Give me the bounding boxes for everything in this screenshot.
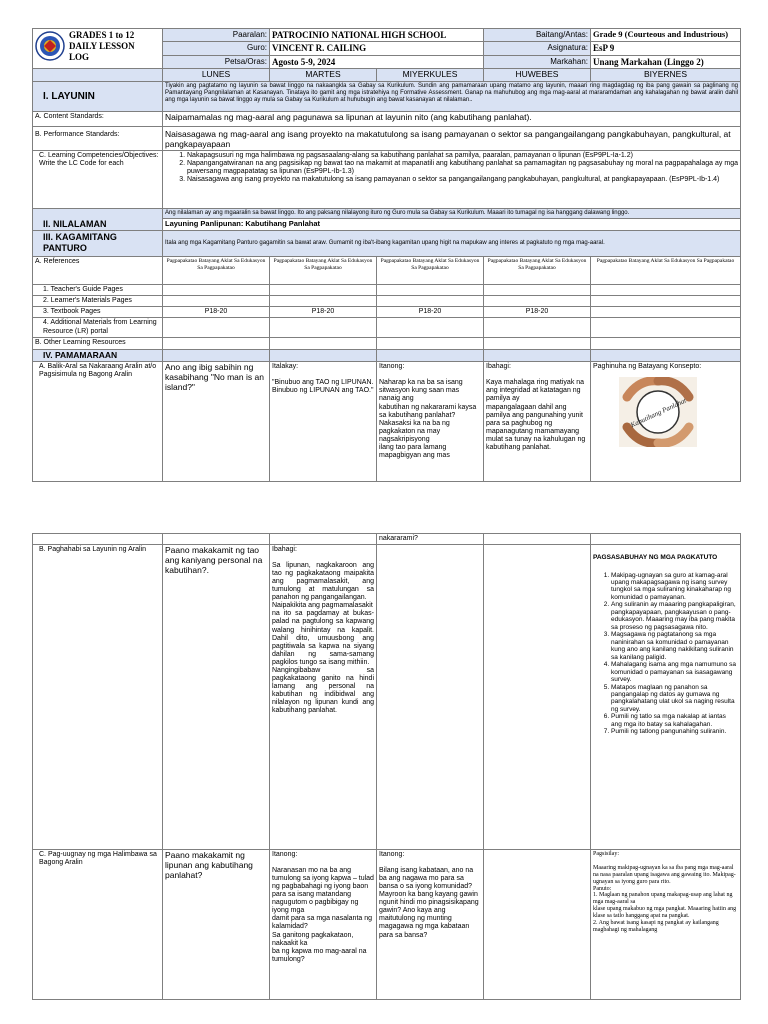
logo-title-cell — [33, 29, 163, 69]
book-reference: Pagpapakatao Batayang Aklat Sa Edukasyon Sa Pagpapakatao — [591, 257, 741, 285]
book-reference: Pagpapakatao Batayang Aklat Sa Edukasyon Sa Pagpapakatao — [270, 257, 377, 285]
grade-value: Grade 9 (Courteous and Industrious) — [591, 29, 741, 42]
paghahabi-lunes: Paano makakamit ng tao ang kaniyang personal na kabutihan?. — [163, 545, 270, 850]
subject-label: Asignatura: — [484, 42, 591, 55]
dll-page-1 — [32, 28, 740, 482]
title-line-3: LOG — [69, 51, 90, 62]
pagsasabuhay-item: 5. Matapos maglaan ng panahon sa pangangalap ng datos ay gumawa ng pangkalahatang ulat ukol sa naging resulta ng survey. — [611, 684, 738, 714]
balik-aral-miyerkules: Itanong: Naharap ka na ba sa isang sitwasyon kung saan mas nanaig ang kabutihan ng nakararami kaysa sa kabutihang panlahat? Nakasaksi ka na ba ng pagkakaton na may nagsakripisyong ilang tao para lamang mapagbigyan ang mas — [377, 362, 484, 482]
competency-item: 3. Naisasagawa ang isang proyekto na makatutulong sa isang pamayanan o sektor sa pangangailangang pangkabuhayan, pangkultural, at pangkapayapaan. (EsP9PL-Ib-1.4) — [187, 176, 738, 184]
title-line-2: DAILY LESSON — [69, 40, 135, 51]
content-standards-label: A. Content Standards: — [33, 111, 163, 126]
textbook-pages-value: P18-20 — [270, 307, 377, 318]
balik-aral-label: A. Balik-Aral sa Nakaraang Aralin at/o Pagsisimula ng Bagong Aralin — [33, 362, 163, 482]
pagsasabuhay-title: PAGSASABUHAY NG MGA PAGKATUTO — [593, 554, 718, 562]
textbook-pages-value: P18-20 — [163, 307, 270, 318]
teacher-label: Guro: — [163, 42, 270, 55]
textbook-pages-value: P18-20 — [484, 307, 591, 318]
school-value: PATROCINIO NATIONAL HIGH SCHOOL — [270, 29, 484, 42]
dll-page-2 — [32, 533, 740, 1000]
dll-table-page-1 — [32, 28, 741, 482]
balik-aral-martes: Italakay: "Binubuo ang TAO ng LIPUNAN. Binubuo ng LIPUNAN ang TAO." — [270, 362, 377, 482]
content-standards-text: Naipamamalas ng mag-aaral ang pagunawa sa lipunan at layunin nito (ang kabutihang panlahat). — [163, 111, 741, 126]
performance-standards-text: Naisasagawa ng mag-aaral ang isang proyekto na makatutulong sa isang pamayanan o sektor sa pangangailangang pangkabuhayan, pangkultural, at pangkapayapaan — [163, 126, 741, 151]
dll-table-page-2 — [32, 533, 741, 1000]
kabutihang-panlahat-image — [619, 377, 697, 447]
textbook-pages-value: P18-20 — [377, 307, 484, 318]
kagamitan-heading: III. KAGAMITANG PANTURO — [33, 231, 163, 257]
title-line-1: GRADES 1 to 12 — [69, 30, 135, 40]
pag-uugnay-martes: Itanong: Naranasan mo na ba ang tumulong sa iyong kapwa – tulad ng pagbabahagi ng iyong baon para sa isang matandang nagugutom o pagbibigay ng iyong mga damit para sa mga nasalanta ng kalamidad? Sa ganitong pagkakataon, nakaakit ka ba ng kapwa mo mag-aaral na tumulong? — [270, 850, 377, 1000]
pag-uugnay-biyernes: Pagsisilay: Maaaring makipag-ugnayan ka sa iba pang mga mag-aaral na nasa paaralan upang isagawa ang gawaing ito. Makipag-ugnayan sa iyong guro para rito. Panuto: 1. Maglaan ng panahon upang makapag-usap ang lahat ng mga mag-aaral sa klase upang makabuo ng mga pangkat. Maaaring hatiin ang klase sa tatlo hanggang apat na pangkat. 2. Ang bawat isang kasapi ng pangkat ay kailangang magbahagi ng mahalagang — [591, 850, 741, 1000]
other-resources-label: B. Other Learning Resources — [33, 338, 163, 349]
pag-uugnay-lunes: Paano makakamit ng lipunan ang kabutihang panlahat? — [163, 850, 270, 1000]
nilalaman-note: Ang nilalaman ay ang mgaaralin sa bawat linggo. Ito ang paksang nilalayong ituro ng Guro mula sa Gabay sa Kurikulum. Maaari ito tumagal ng isa hanggang dalawang linggo. — [163, 209, 740, 219]
competencies-cell — [163, 151, 741, 209]
subject-value: EsP 9 — [591, 42, 741, 55]
nilalaman-topic: Layuning Panlipunan: Kabutihang Panlahat — [165, 219, 321, 229]
pagsasabuhay-item: 2. Ang suliranin ay maaaring pangkapaligiran, pangkapayapaan, pangkaayusan o pang-edukasyon. Maaaring may iba pang makita sa proseso ng pagsasagawa nito. — [611, 601, 738, 631]
day-biyernes: BIYERNES — [591, 69, 741, 82]
nilalaman-cell — [163, 209, 741, 231]
quarter-label: Markahan: — [484, 55, 591, 68]
competencies-label: C. Learning Competencies/Objectives: Write the LC Code for each — [33, 151, 163, 209]
layunin-description: Tiyakin ang pagtatamo ng layunin sa bawat linggo na nakaangkla sa Gabay sa Kurikulum. Sundin ang pamamaraan upang matamo ang layunin, maaari ring magdagdag ng iba pang gawain sa paglinang ng Pamantayang Pangnilalaman at Kasanayan. Tinataya ito gamit ang mga istratehiya ng Formative Assessment. Ganap na mahuhubog ang mga mag-aaral at mararamdaman ang kahalagahan ng bawat aralin dahil ang mga layunin sa bawat linggo ay mula sa Gabay sa Kurikulum at huhubugin ang bawat kasanayan at nilalaman.. — [163, 81, 741, 111]
grade-label: Baitang/Antas: — [484, 29, 591, 42]
book-reference: Pagpapakatao Batayang Aklat Sa Edukasyon Sa Pagpapakatao — [163, 257, 270, 285]
balik-aral-biyernes — [591, 362, 741, 482]
nilalaman-heading: II. NILALAMAN — [33, 209, 163, 231]
paghahabi-martes: Ibahagi: Sa lipunan, nagkakaroon ang tao ng pagkakataong maipakita ang pagmamalasakit, ang tumulong at matulungan sa panahon ng pangangailangan. Naipakikita ang pagmamalasakit na ito sa pagdamay at bukas-palad na pagtulong sa kapwang walang hinihintay na kapalit. Dahil dito, umuusbong ang pagtitiwala sa kapwa na siyang dahilan ng sama-samang pagkilos tungo sa isang mithiin. Nangingibabaw sa pagkakataong ganito na hindi lamang ang personal na kabutihan ng indibidwal ang nilalayon ng lipunan kundi ang kabutihang panlahat. — [270, 545, 377, 850]
book-reference: Pagpapakatao Batayang Aklat Sa Edukasyon Sa Pagpapakatao — [377, 257, 484, 285]
teacher-guide-label: 1. Teacher's Guide Pages — [33, 285, 163, 296]
book-reference: Pagpapakatao Batayang Aklat Sa Edukasyon Sa Pagpapakatao — [484, 257, 591, 285]
pagsasabuhay-item: 3. Magsagawa ng pagtatanong sa mga naninirahan sa komunidad o pamayanan kung ano ang kanilang nakikitang suliranin sa kanilang paligid. — [611, 631, 738, 661]
textbook-pages-value — [591, 307, 741, 318]
day-miyerkules: MIYERKULES — [377, 69, 484, 82]
layunin-heading: I. LAYUNIN — [33, 81, 163, 111]
konsepto-label: Paghinuha ng Batayang Konsepto: — [593, 363, 702, 371]
paghahabi-label: B. Paghahabi sa Layunin ng Aralin — [33, 545, 163, 850]
pagsasabuhay-item: 1. Makipag-ugnayan sa guro at kamag-aral upang makapagsagawa ng isang survey tungkol sa mga suliraning kinakaharap ng komunidad o pamayanan. — [611, 572, 738, 602]
day-martes: MARTES — [270, 69, 377, 82]
textbook-pages-label: 3. Textbook Pages — [33, 307, 163, 318]
teacher-value: VINCENT R. CAILING — [270, 42, 484, 55]
balik-aral-huwebes: Ibahagi: Kaya mahalaga ring matiyak na ang integridad at katatagan ng pamilya ay mapangalagaan dahil ang pamilya ang pangunahing yunit para sa paghubog ng mapanagutang mamamayang mulat sa tunay na kahulugan ng kabutihang panlahat. — [484, 362, 591, 482]
date-label: Petsa/Oras: — [163, 55, 270, 68]
pagsasabuhay-item: 6. Pumili ng tatlo sa mga nakalap at iantas ang mga ito batay sa kahalagahan. — [611, 713, 738, 728]
paghahabi-biyernes — [591, 545, 741, 850]
learner-materials-label: 2. Learner's Materials Pages — [33, 296, 163, 307]
pamamaraan-heading: IV. PAMAMARAAN — [33, 349, 163, 362]
image-caption: Kabutihang Panlahat — [629, 396, 688, 430]
performance-standards-label: B. Performance Standards: — [33, 126, 163, 151]
deped-seal-icon — [35, 31, 65, 61]
school-label: Paaralan: — [163, 29, 270, 42]
kagamitan-description: Itala ang mga Kagamitang Panturo gagamitin sa bawat araw. Gumamit ng iba't-ibang kagamitan upang higit na mapukaw ang interes at pagkatuto ng mga mag-aaral. — [163, 231, 741, 257]
pagsasabuhay-item: 7. Pumili ng tatlong pangunahing suliranin. — [611, 728, 738, 735]
pag-uugnay-miyerkules: Itanong: Bilang isang kabataan, ano na ba ang nagawa mo para sa bansa o sa iyong komunidad? Mayroon ka bang kayang gawin ngunit hindi mo pinagsisikapang gawin? Ano kaya ang maitutulong ng munting magagawa ng mga kabataan para sa bansa? — [377, 850, 484, 1000]
pag-uugnay-label: C. Pag-uugnay ng mga Halimbawa sa Bagong Aralin — [33, 850, 163, 1000]
continued-text: nakararami? — [377, 534, 484, 545]
balik-aral-lunes: Ano ang ibig sabihin ng kasabihang "No man is an island?" — [163, 362, 270, 482]
day-lunes: LUNES — [163, 69, 270, 82]
competency-item: 1. Nakapagsusuri ng mga halimbawa ng pagsasaalang-alang sa kabutihang panlahat sa pamilya, paaralan, pamayanan o lipunan (EsP9PL-Ia-1.2) — [187, 152, 738, 160]
day-huwebes: HUWEBES — [484, 69, 591, 82]
references-label: A. References — [33, 257, 163, 285]
days-spacer — [33, 69, 163, 82]
pagsasabuhay-item: 4. Mahalagang isama ang mga namumuno sa komunidad o pamayanan sa isasagawang survey. — [611, 661, 738, 683]
date-value: Agosto 5-9, 2024 — [270, 55, 484, 68]
additional-materials-label: 4. Additional Materials from Learning Resource (LR) portal — [33, 318, 163, 338]
competency-item: 2. Napangangatwiranan na ang pagsisikap ng bawat tao na makamit at mapanatili ang kabutihang panlahat sa pamamagitan ng pagsasabuhay ng moral na pagpapahalaga ay mga puwersang magpapatatag sa lipunan (EsP9PL-Ib-1.3) — [187, 160, 738, 176]
quarter-value: Unang Markahan (Linggo 2) — [591, 55, 741, 68]
